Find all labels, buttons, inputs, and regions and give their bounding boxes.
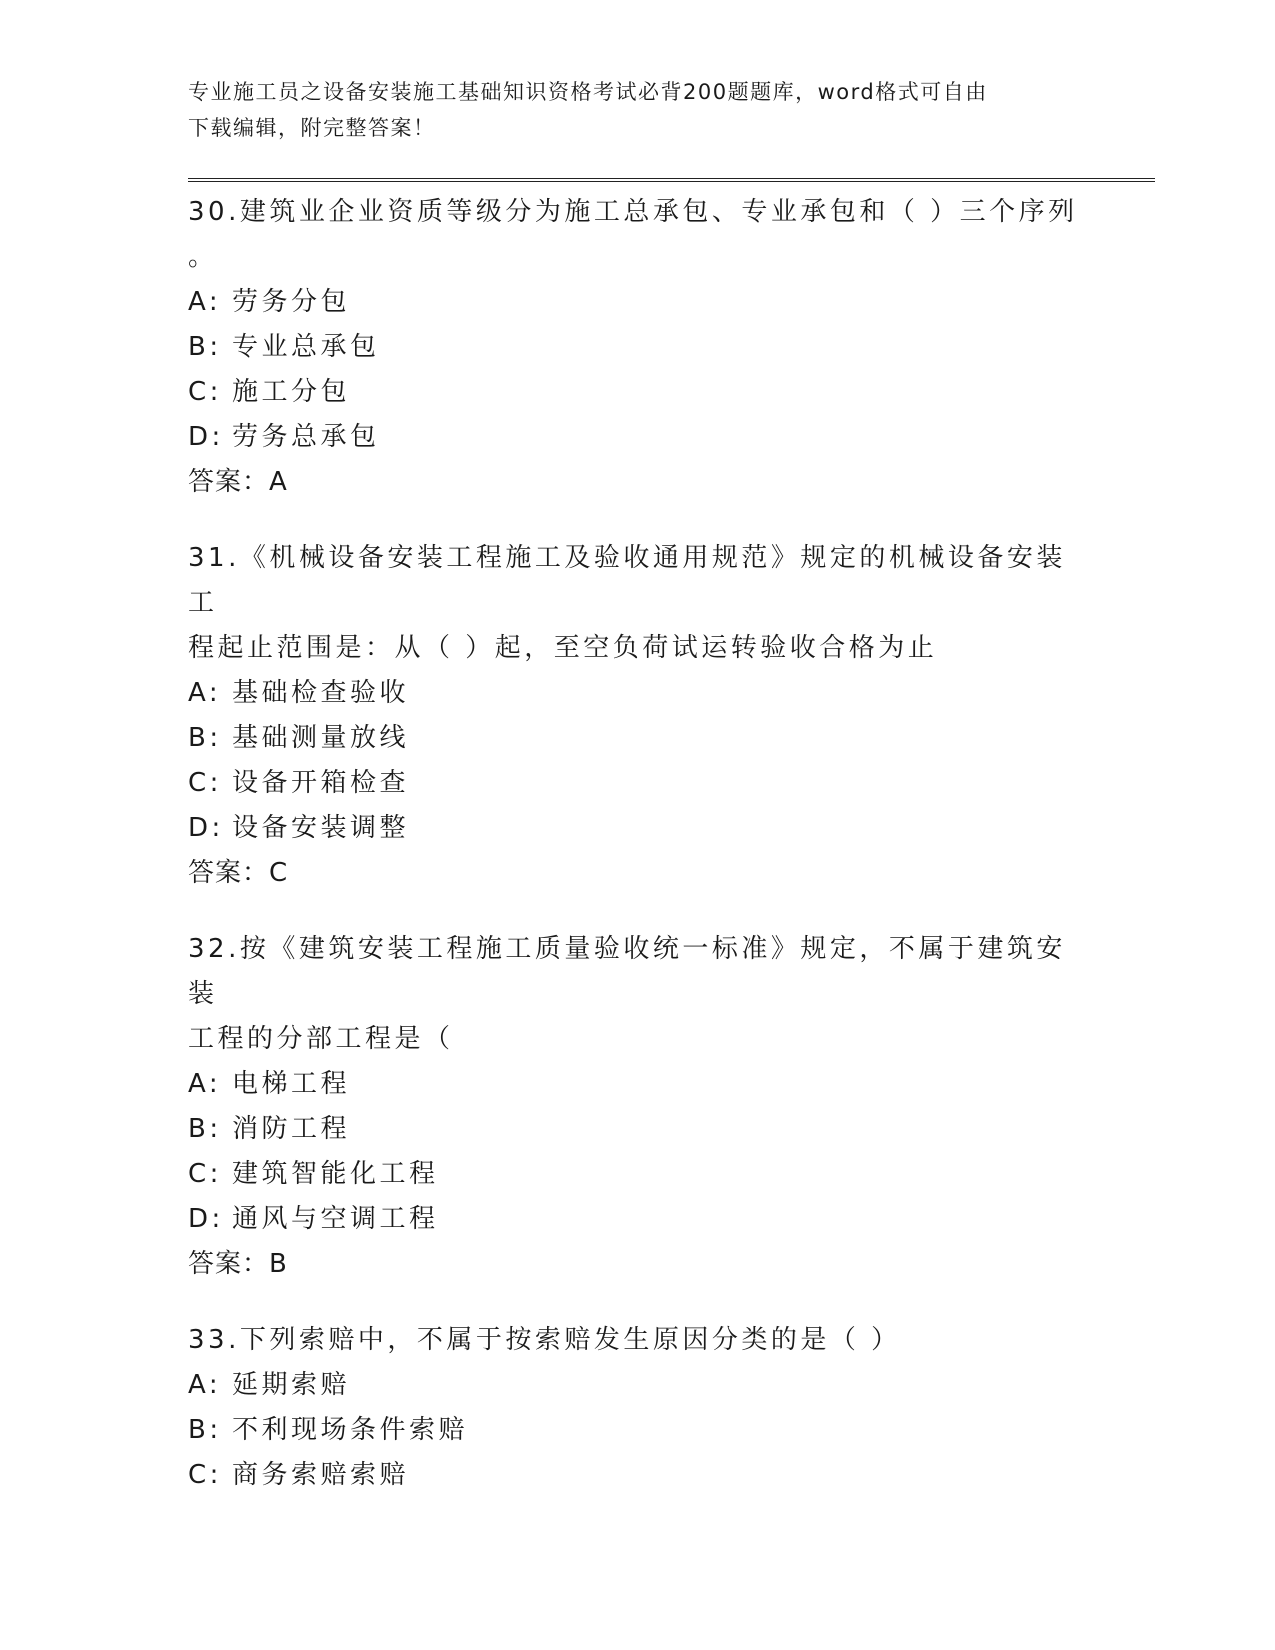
- option-d: [188, 806, 1088, 851]
- option-text: 劳务分包: [232, 287, 351, 317]
- question-33: [188, 1318, 1088, 1498]
- option-text: 不利现场条件索赔: [232, 1415, 469, 1445]
- option-a: [188, 671, 1088, 716]
- option-b: [188, 1408, 1088, 1453]
- option-key: D:: [188, 813, 224, 843]
- option-c: [188, 1152, 1088, 1197]
- option-text: 消防工程: [232, 1114, 351, 1144]
- option-d: [188, 415, 1088, 460]
- option-key: D:: [188, 1204, 224, 1234]
- question-list: [188, 190, 1088, 1529]
- option-key: C:: [188, 377, 222, 407]
- question-stem: 33.下列索赔中，不属于按索赔发生原因分类的是（ ）: [188, 1325, 901, 1355]
- answer-line: 答案：A: [188, 467, 288, 497]
- option-key: C:: [188, 1460, 222, 1490]
- option-key: C:: [188, 768, 222, 798]
- option-c: [188, 1453, 1088, 1498]
- option-key: A:: [188, 1370, 222, 1400]
- option-text: 设备开箱检查: [232, 768, 410, 798]
- option-key: A:: [188, 287, 222, 317]
- option-text: 基础测量放线: [232, 723, 410, 753]
- option-a: [188, 1363, 1088, 1408]
- question-stem-continuation: 工程的分部工程是（: [188, 1024, 454, 1054]
- question-stem: 32.按《建筑安装工程施工质量验收统一标准》规定，不属于建筑安装: [188, 934, 1066, 1009]
- option-b: [188, 1107, 1088, 1152]
- option-text: 施工分包: [232, 377, 351, 407]
- option-c: [188, 761, 1088, 806]
- option-text: 基础检查验收: [232, 678, 410, 708]
- option-a: [188, 1062, 1088, 1107]
- option-key: B:: [188, 1114, 222, 1144]
- option-text: 电梯工程: [232, 1069, 351, 1099]
- answer-line: 答案：C: [188, 858, 289, 888]
- question-stem: 31.《机械设备安装工程施工及验收通用规范》规定的机械设备安装工: [188, 543, 1066, 618]
- question-32: [188, 927, 1088, 1287]
- header-divider: [188, 178, 1155, 182]
- option-key: B:: [188, 1415, 222, 1445]
- option-key: A:: [188, 1069, 222, 1099]
- option-key: D:: [188, 422, 224, 452]
- header-line-2: 下载编辑，附完整答案！: [188, 116, 436, 140]
- option-b: [188, 325, 1088, 370]
- question-30: [188, 190, 1088, 505]
- answer-line: 答案：B: [188, 1249, 288, 1279]
- option-text: 建筑智能化工程: [232, 1159, 439, 1189]
- option-key: B:: [188, 723, 222, 753]
- option-c: [188, 370, 1088, 415]
- option-text: 劳务总承包: [232, 422, 380, 452]
- option-text: 商务索赔索赔: [232, 1460, 410, 1490]
- header-line-1: 专业施工员之设备安装施工基础知识资格考试必背200题题库，word格式可自由: [188, 80, 988, 104]
- option-key: A:: [188, 678, 222, 708]
- option-d: [188, 1197, 1088, 1242]
- option-text: 专业总承包: [232, 332, 380, 362]
- option-a: [188, 280, 1088, 325]
- document-header: [188, 74, 1068, 146]
- option-text: 延期索赔: [232, 1370, 351, 1400]
- option-text: 通风与空调工程: [232, 1204, 439, 1234]
- question-stem-continuation: 。: [188, 242, 218, 272]
- question-stem-continuation: 程起止范围是：从（ ）起，至空负荷试运转验收合格为止: [188, 633, 938, 663]
- option-key: C:: [188, 1159, 222, 1189]
- option-text: 设备安装调整: [232, 813, 410, 843]
- question-stem: 30.建筑业企业资质等级分为施工总承包、专业承包和（ ）三个序列: [188, 197, 1078, 227]
- option-b: [188, 716, 1088, 761]
- option-key: B:: [188, 332, 222, 362]
- question-31: [188, 536, 1088, 896]
